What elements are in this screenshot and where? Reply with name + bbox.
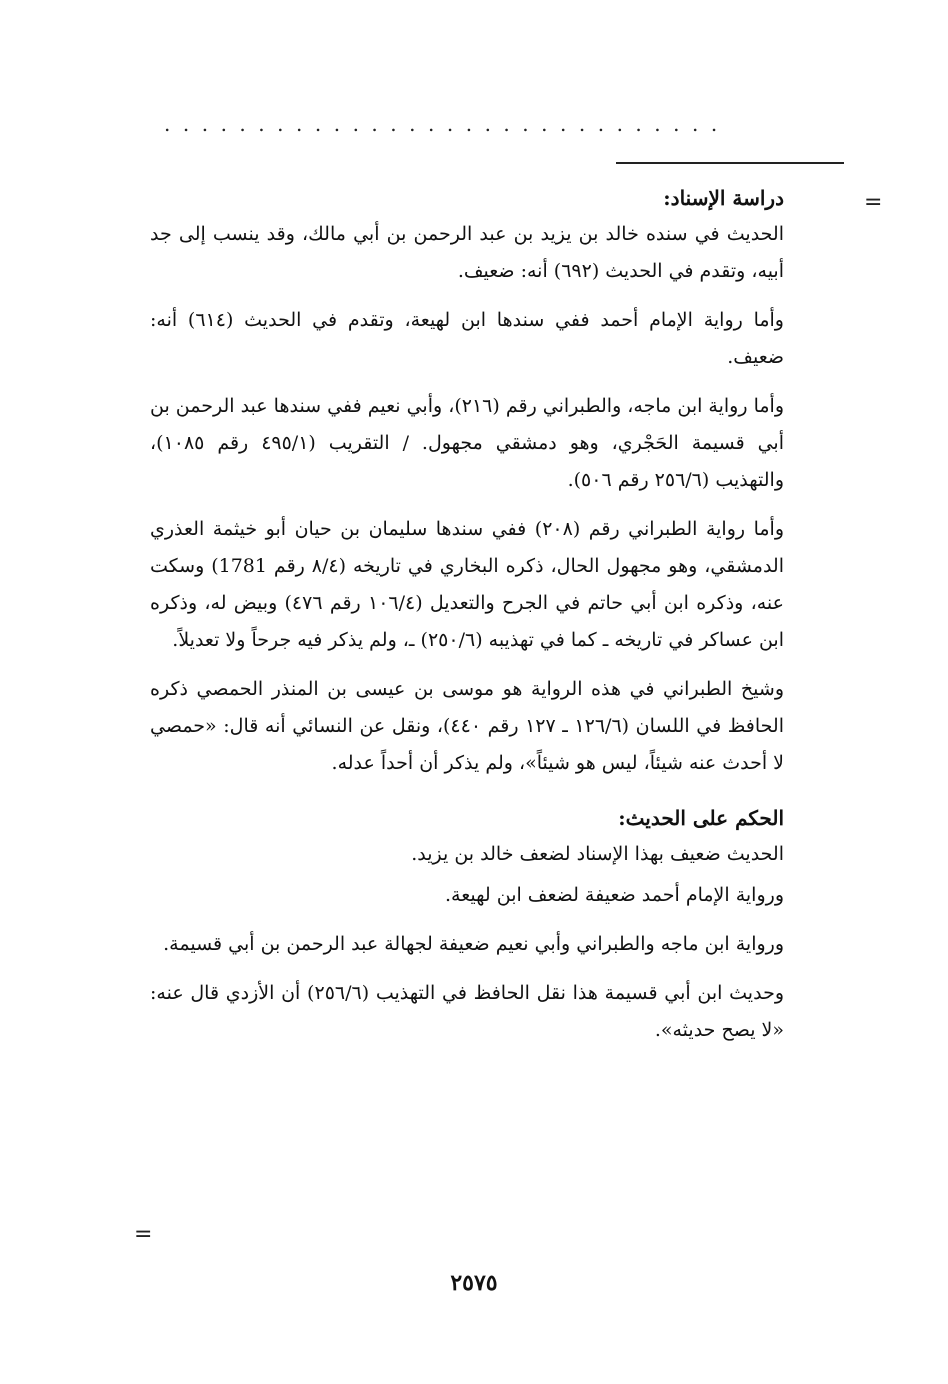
isnad-paragraph: وأما رواية الطبراني رقم (٢٠٨) ففي سندها سليمان بن حيان أبو خيثمة العذري الدمشقي، وهو مجهول الحال، ذكره البخاري في تاريخه (٨/٤ رقم 1781) وسكت عنه، وذكره ابن أبي حاتم في الجرح والتعديل (١٠٦/٤ رقم ٤٧٦) وبيض له، وذكره ابن عساكر في تاريخه ـ كما في تهذيبه (٢٥٠/٦) ـ، ولم يذكر فيه جرحاً ولا تعديلاً. [150,518,785,651]
isnad-heading: دراسة الإسناد: [663,186,784,210]
main-text [150,180,784,1061]
continuation-mark-bottom: = [134,1222,153,1247]
hukm-paragraph: ورواية ابن ماجه والطبراني وأبي نعيم ضعيفة لجهالة عبد الرحمن بن أبي قسيمة. [163,933,784,955]
isnad-paragraph: الحديث في سنده خالد بن يزيد بن عبد الرحمن بن أبي مالك، وقد ينسب إلى جد أبيه، وتقدم في الحديث (٦٩٢) أنه: ضعيف. [150,223,784,282]
hukm-paragraph: ورواية الإمام أحمد ضعيفة لضعف ابن لهيعة. [445,884,784,906]
hukm-paragraph: الحديث ضعيف بهذا الإسناد لضعف خالد بن يزيد. [411,843,784,865]
isnad-paragraph: وشيخ الطبراني في هذه الرواية هو موسى بن عيسى بن المنذر الحمصي ذكره الحافظ في اللسان (١٢٦/٦ ـ ١٢٧ رقم ٤٤٠)، ونقل عن النسائي أنه قال: «حمصي لا أحدث عنه شيئاً، ليس هو شيئاً»، ولم يذكر أن أحداً عدله. [150,678,784,774]
isnad-paragraph: وأما رواية الإمام أحمد ففي سندها ابن لهيعة، وتقدم في الحديث (٦١٤) أنه: ضعيف. [150,309,784,368]
footnote-rule [616,162,844,164]
hukm-paragraph: وحديث ابن أبي قسيمة هذا نقل الحافظ في التهذيب (٢٥٦/٦) أن الأزدي قال عنه: «لا يصح حديثه». [150,982,784,1041]
isnad-paragraph: وأما رواية ابن ماجه، والطبراني رقم (٢١٦)، وأبي نعيم ففي سندها عبد الرحمن بن أبي قسيمة الحَجْري، وهو دمشقي مجهول. / التقريب (٤٩٥/١ رقم ١٠٨٥)، والتهذيب (٢٥٦/٦ رقم ٥٠٦). [150,395,784,491]
page-number: ٢٥٧٥ [450,1270,498,1296]
dotted-separator: .............................. [164,112,730,136]
continuation-mark-top: = [864,190,883,215]
hukm-heading: الحكم على الحديث: [618,806,784,830]
